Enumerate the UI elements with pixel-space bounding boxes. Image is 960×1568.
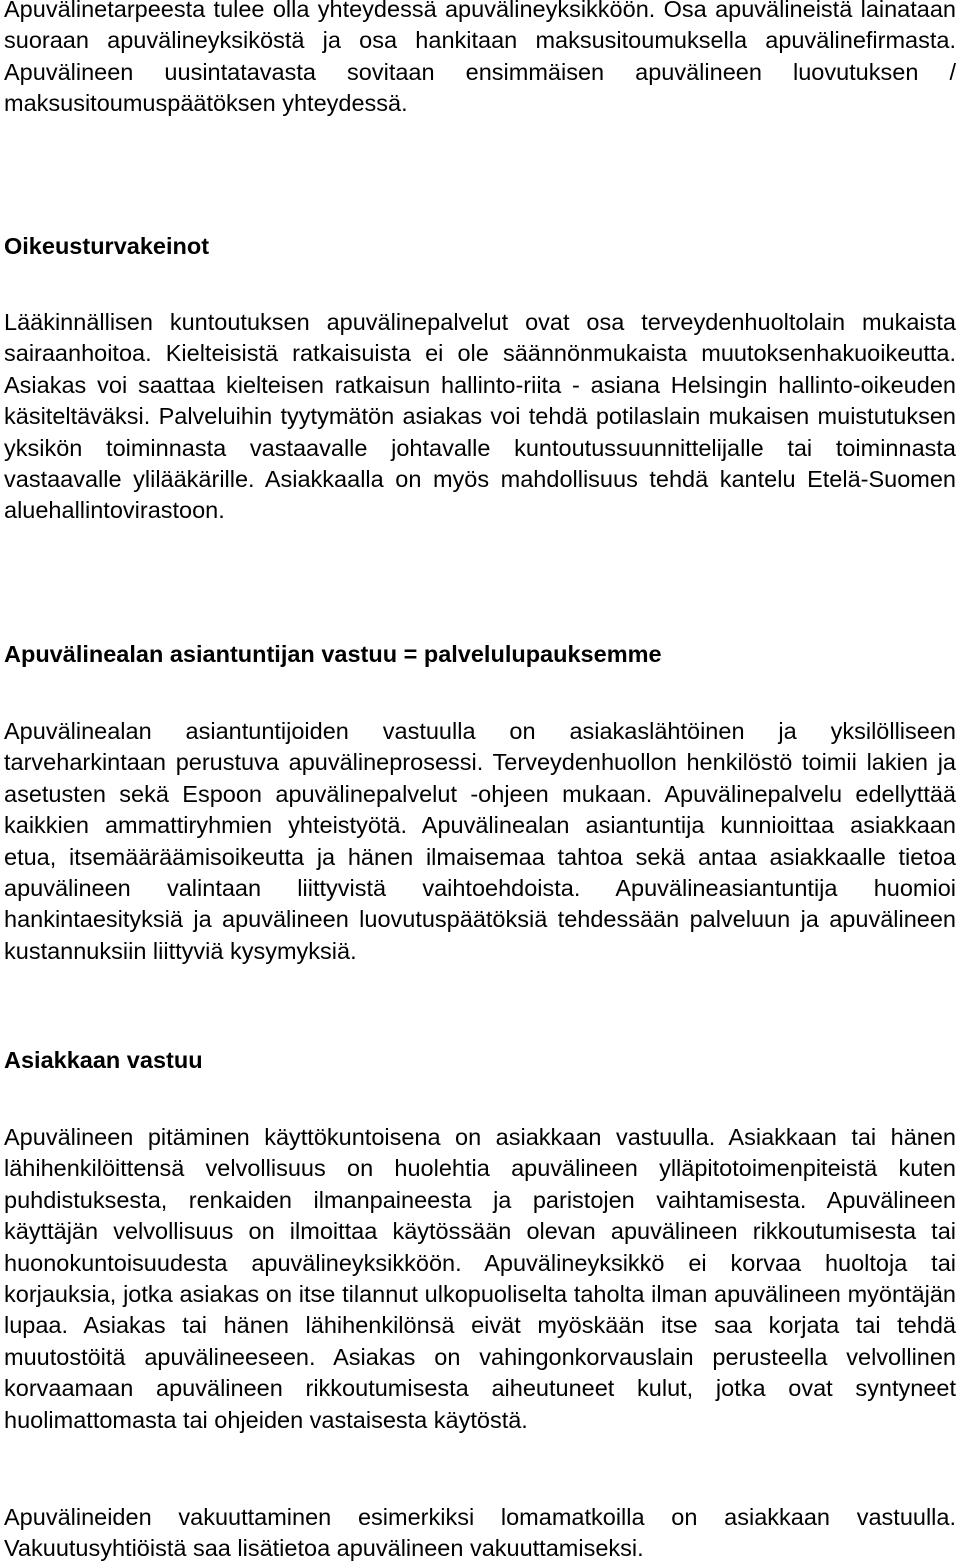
section-heading-oikeusturvakeinot: Oikeusturvakeinot <box>4 233 210 259</box>
section-paragraph-asiakkaan-vastuu: Apuvälineen pitäminen käyttökuntoisena on asiakkaan vastuulla. Asiakkaan tai hänen lähihenkilöittensä velvollisuus on huolehtia apuvälineen ylläpitotoimenpiteistä kuten puhdistuksesta, renkaiden ilmanpaineesta ja paristojen vaihtamisesta. Apuvälineen käyttäjän velvollisuus on ilmoittaa käytössään olevan apuvälineen rikkoutumisesta tai huonokuntoisuudesta apuvälineyksikköön. Apuvälineyksikkö ei korvaa huoltoja tai korjauksia, jotka asiakas on itse tilannut ulkopuoliselta taholta ilman apuvälineen myöntäjän lupaa. Asiakas tai hänen lähihenkilönsä eivät myöskään itse saa korjata tai tehdä muutostöitä apuvälineeseen. Asiakas on vahingonkorvauslain perusteella velvollinen korvaamaan apuvälineen rikkoutumisesta aiheutuneet kulut, jotka ovat syntyneet huolimattomasta tai ohjeiden vastaisesta käytöstä. <box>4 1124 956 1433</box>
intro-paragraph: Apuvälinetarpeesta tulee olla yhteydessä apuvälineyksikköön. Osa apuvälineistä lainataan suoraan apuvälineyksiköstä ja osa hankitaan maksusitoumuksella apuvälinefirmasta. Apuvälineen uusintatavasta sovitaan ensimmäisen apuvälineen luovutuksen / maksusitoumuspäätöksen yhteydessä. <box>4 0 956 117</box>
section-heading-asiakkaan-vastuu: Asiakkaan vastuu <box>4 1047 203 1073</box>
section-paragraph-asiantuntijan-vastuu: Apuvälinealan asiantuntijoiden vastuulla on asiakaslähtöinen ja yksilölliseen tarveharkintaan perustuva apuvälineprosessi. Terveydenhuollon henkilöstö toimii lakien ja asetusten sekä Espoon apuvälinepalvelut -ohjeen mukaan. Apuvälinepalvelu edellyttää kaikkien ammattiryhmien yhteistyötä. Apuvälinealan asiantuntija kunnioittaa asiakkaan etua, itsemääräämisoikeutta ja hänen ilmaisemaa tahtoa sekä antaa asiakkaalle tietoa apuvälineen valintaan liittyvistä vaihtoehdoista. Apuvälineasiantuntija huomioi hankintaesityksiä ja apuvälineen luovutuspäätöksiä tehdessään palveluun ja apuvälineen kustannuksiin liittyviä kysymyksiä. <box>4 718 956 964</box>
section-paragraph-oikeusturvakeinot: Lääkinnällisen kuntoutuksen apuvälinepalvelut ovat osa terveydenhuoltolain mukaista sairaanhoitoa. Kielteisistä ratkaisuista ei ole säännönmukaista muutoksenhakuoikeutta. Asiakas voi saattaa kielteisen ratkaisun hallinto-riita - asiana Helsingin hallinto-oikeuden käsiteltäväksi. Palveluihin tyytymätön asiakas voi tehdä potilaslain mukaisen muistutuksen yksikön toiminnasta vastaavalle johtavalle kuntoutussuunnittelijalle tai toiminnasta vastaavalle ylilääkärille. Asiakkaalla on myös mahdollisuus tehdä kantelu Etelä-Suomen aluehallintovirastoon. <box>4 309 956 524</box>
section-heading-asiantuntijan-vastuu: Apuvälinealan asiantuntijan vastuu = palvelulupauksemme <box>4 641 662 667</box>
section-paragraph-vakuuttaminen: Apuvälineiden vakuuttaminen esimerkiksi lomamatkoilla on asiakkaan vastuulla. Vakuutusyhtiöistä saa lisätietoa apuvälineen vakuuttamiseksi. <box>4 1504 956 1562</box>
